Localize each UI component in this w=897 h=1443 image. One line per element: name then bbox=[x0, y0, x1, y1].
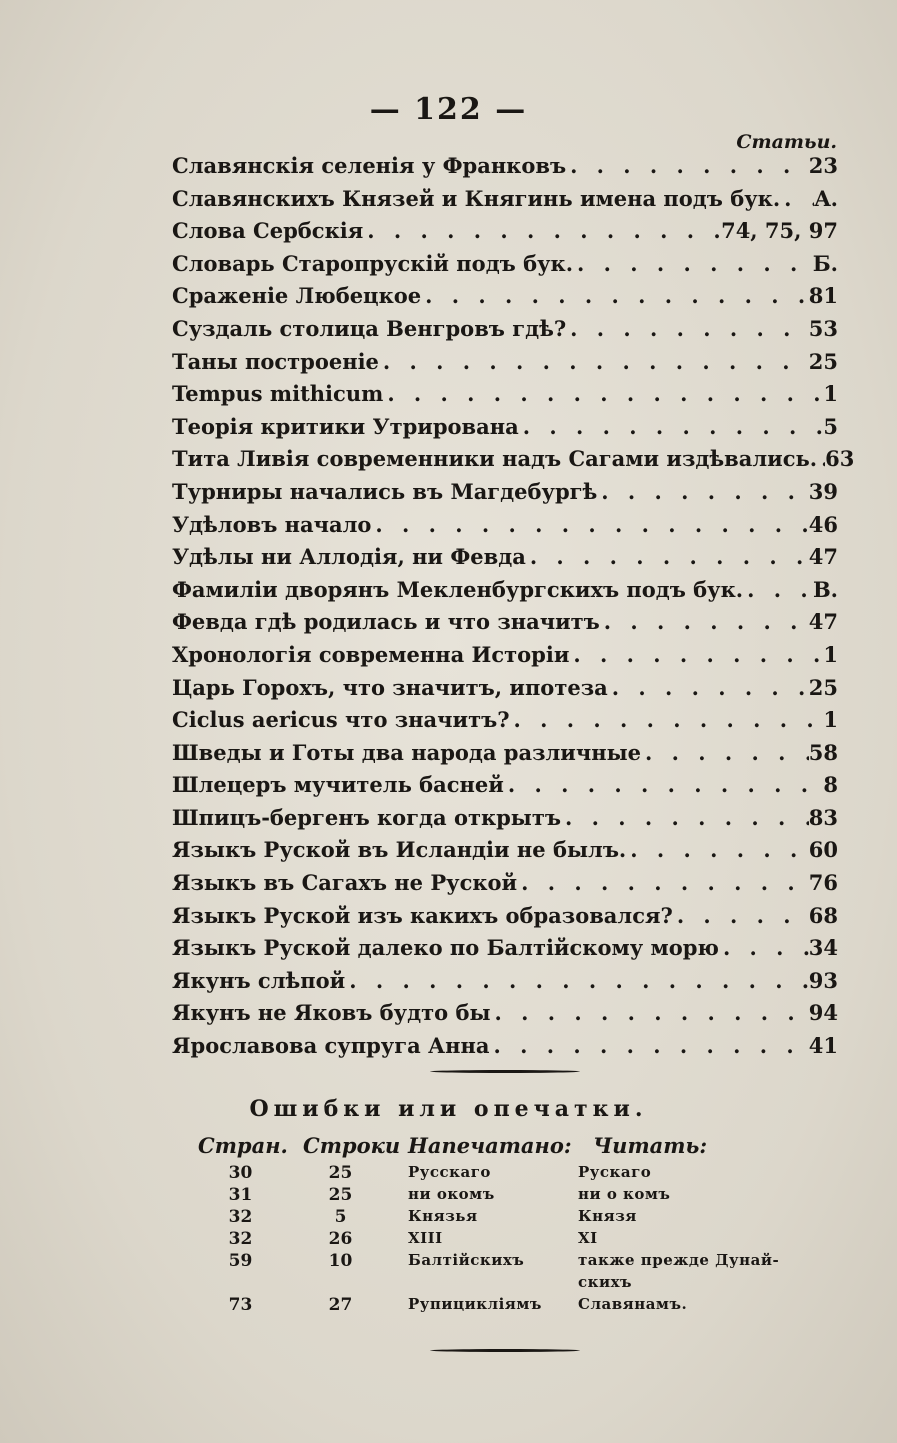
entry-ref: 5 bbox=[823, 413, 838, 439]
index-entry bbox=[172, 378, 838, 411]
divider-rule-bottom bbox=[430, 1349, 580, 1352]
entry-term: Суздаль столица Венгровъ гдѣ? bbox=[172, 315, 567, 341]
entry-ref: 94 bbox=[808, 1000, 838, 1026]
entry-term: Якунъ слѣпой bbox=[172, 967, 346, 993]
entry-ref: 53 bbox=[808, 315, 838, 341]
entry-ref: 83 bbox=[808, 804, 838, 830]
errata-row bbox=[198, 1185, 858, 1207]
index-entry bbox=[172, 183, 838, 216]
errata-page: 32 bbox=[228, 1207, 253, 1227]
entry-ref: 25 bbox=[808, 674, 838, 700]
index-list bbox=[172, 150, 855, 1063]
errata-line: 25 bbox=[328, 1163, 353, 1183]
leader-dots bbox=[569, 639, 823, 672]
leader-dots bbox=[491, 997, 809, 1030]
entry-term: Турниры начались въ Магдебургѣ bbox=[172, 478, 598, 504]
leader-dots bbox=[517, 867, 809, 900]
index-entry bbox=[172, 215, 838, 248]
entry-term: Ciclus aericus что значитъ? bbox=[172, 707, 510, 733]
entry-term: Царь Горохъ, что значитъ, ипотеза bbox=[172, 674, 608, 700]
index-entry bbox=[172, 476, 838, 509]
entry-term: Словарь Старопрускій подъ бук. bbox=[172, 250, 574, 276]
errata-read: Рускаго bbox=[578, 1163, 652, 1181]
entry-term: Шведы и Готы два народа различные bbox=[172, 739, 642, 765]
index-entry bbox=[172, 313, 838, 346]
entry-ref: 47 bbox=[808, 609, 838, 635]
header-page: Стран. bbox=[198, 1133, 288, 1158]
errata-read: также прежде Дунай- bbox=[578, 1251, 780, 1269]
entry-ref: 8 bbox=[823, 772, 838, 798]
entry-term: Славянскихъ Князей и Княгинь имена подъ бук. bbox=[172, 185, 781, 211]
entry-ref: 1 bbox=[823, 707, 838, 733]
entry-term: Якунъ не Яковъ будто бы bbox=[172, 1000, 491, 1026]
column-heading: Статьи. bbox=[736, 131, 837, 153]
entry-ref: 25 bbox=[808, 348, 838, 374]
errata-line: 25 bbox=[328, 1185, 353, 1205]
leader-dots bbox=[363, 215, 721, 248]
leader-dots bbox=[719, 932, 809, 965]
entry-term: Хронологія современна Исторіи bbox=[172, 641, 570, 667]
leader-dots bbox=[566, 150, 809, 183]
leader-dots bbox=[561, 802, 809, 835]
entry-term: Таны построеніе bbox=[172, 348, 379, 374]
header-printed: Напечатано: bbox=[408, 1133, 572, 1158]
index-entry bbox=[172, 574, 838, 607]
entry-ref: 68 bbox=[808, 902, 838, 928]
entry-term: Удѣловъ начало bbox=[172, 511, 372, 537]
divider-rule-top bbox=[430, 1070, 580, 1073]
leader-dots bbox=[371, 509, 808, 542]
index-entry bbox=[172, 346, 838, 379]
errata-read: XI bbox=[578, 1229, 598, 1247]
page-number: — 122 — bbox=[369, 92, 528, 127]
index-entry bbox=[172, 997, 838, 1030]
entry-term: Ярославова супруга Анна bbox=[172, 1033, 490, 1059]
index-entry bbox=[172, 150, 838, 183]
index-entry bbox=[172, 965, 838, 998]
entry-ref: 1 bbox=[823, 641, 838, 667]
entry-term: Февда гдѣ родилась и что значитъ bbox=[172, 609, 600, 635]
errata-read: Князя bbox=[578, 1207, 637, 1225]
errata-line: 10 bbox=[328, 1251, 353, 1271]
errata-read: ни о комъ bbox=[578, 1185, 671, 1203]
leader-dots bbox=[379, 346, 809, 379]
errata-printed: XIII bbox=[408, 1229, 443, 1247]
leader-dots bbox=[345, 965, 809, 998]
index-entry bbox=[172, 769, 838, 802]
errata-printed: Балтійскихъ bbox=[408, 1251, 525, 1269]
entry-term: Фамиліи дворянъ Мекленбургскихъ подъ бук. bbox=[172, 576, 744, 602]
errata-read: Славянамъ. bbox=[578, 1295, 688, 1313]
entry-ref: Б. bbox=[812, 250, 838, 276]
entry-ref: 23 bbox=[808, 153, 838, 178]
entry-ref: 41 bbox=[808, 1033, 838, 1059]
errata-page: 30 bbox=[228, 1163, 253, 1183]
errata-page: 73 bbox=[228, 1295, 253, 1315]
leader-dots bbox=[383, 378, 823, 411]
entry-ref: 63 bbox=[825, 446, 855, 472]
entry-term: Слова Сербскія bbox=[172, 218, 364, 244]
entry-term: Языкъ въ Сагахъ не Руской bbox=[172, 870, 518, 896]
entry-ref: 46 bbox=[808, 511, 838, 537]
errata-printed: Рупицикліямъ bbox=[408, 1295, 542, 1313]
errata-page: 32 bbox=[228, 1229, 253, 1249]
leader-dots bbox=[526, 541, 809, 574]
errata-table bbox=[198, 1133, 858, 1317]
index-entry bbox=[172, 541, 838, 574]
index-entry bbox=[172, 1030, 838, 1063]
leader-dots bbox=[673, 900, 809, 933]
entry-term: Языкъ Руской изъ какихъ образовался? bbox=[172, 902, 673, 928]
entry-ref: B. bbox=[812, 576, 838, 602]
entry-term: Языкъ Руской въ Исландіи не былъ. bbox=[172, 837, 627, 863]
errata-row bbox=[198, 1251, 858, 1273]
header-line: Строки bbox=[303, 1133, 401, 1158]
entry-term: Шлецеръ мучитель басней bbox=[172, 772, 504, 798]
index-entry bbox=[172, 900, 838, 933]
entry-term: Удѣлы ни Аллодія, ни Февда bbox=[172, 544, 526, 570]
entry-term: Tempus mithicum bbox=[172, 381, 384, 407]
index-entry bbox=[172, 834, 838, 867]
leader-dots bbox=[489, 1030, 808, 1063]
errata-line: 26 bbox=[328, 1229, 353, 1249]
leader-dots bbox=[743, 574, 813, 607]
entry-ref: 93 bbox=[808, 967, 838, 993]
index-entry bbox=[172, 443, 855, 476]
leader-dots bbox=[626, 834, 809, 867]
errata-printed: ни окомъ bbox=[408, 1185, 495, 1203]
errata-line: 5 bbox=[334, 1207, 347, 1227]
leader-dots bbox=[817, 443, 825, 476]
index-entry bbox=[172, 280, 838, 313]
entry-ref: 74, 75, 97 bbox=[721, 218, 838, 244]
index-entry bbox=[172, 867, 838, 900]
entry-term: Тита Ливія современники надъ Сагами издѣвались. bbox=[172, 446, 818, 472]
errata-line: 27 bbox=[328, 1295, 353, 1315]
errata-row bbox=[198, 1163, 858, 1185]
errata-row-continuation bbox=[198, 1273, 858, 1295]
header-read: Читать: bbox=[593, 1133, 708, 1158]
errata-page: 31 bbox=[228, 1185, 253, 1205]
entry-term: Теорія критики Утрирована bbox=[172, 413, 519, 439]
leader-dots bbox=[519, 411, 824, 444]
errata-title: Ошибки или опечатки. bbox=[249, 1096, 648, 1122]
leader-dots bbox=[597, 476, 808, 509]
entry-ref: A. bbox=[814, 185, 838, 211]
entry-ref: 47 bbox=[808, 544, 838, 570]
entry-term: Шпицъ-бергенъ когда открытъ bbox=[172, 804, 561, 830]
leader-dots bbox=[510, 704, 824, 737]
index-entry bbox=[172, 606, 838, 639]
errata-printed: Русскаго bbox=[408, 1163, 491, 1181]
entry-ref: 81 bbox=[808, 283, 838, 309]
index-entry bbox=[172, 672, 838, 705]
leader-dots bbox=[780, 183, 814, 216]
index-entry bbox=[172, 509, 838, 542]
leader-dots bbox=[566, 313, 809, 346]
entry-term: Языкъ Руской далеко по Балтійскому морю bbox=[172, 935, 719, 961]
index-entry bbox=[172, 411, 838, 444]
leader-dots bbox=[608, 672, 809, 705]
entry-ref: 60 bbox=[808, 837, 838, 863]
entry-ref: 1 bbox=[823, 381, 838, 407]
index-entry bbox=[172, 802, 838, 835]
leader-dots bbox=[421, 280, 809, 313]
index-entry bbox=[172, 737, 838, 770]
leader-dots bbox=[600, 606, 809, 639]
entry-ref: 34 bbox=[808, 935, 838, 961]
errata-header-row bbox=[198, 1133, 858, 1163]
entry-term: Сраженіе Любецкое bbox=[172, 283, 422, 309]
entry-ref: 39 bbox=[808, 478, 838, 504]
entry-ref: 76 bbox=[808, 870, 838, 896]
index-entry bbox=[172, 704, 838, 737]
errata-read: скихъ bbox=[578, 1273, 633, 1291]
errata-printed: Князья bbox=[408, 1207, 478, 1225]
index-entry bbox=[172, 639, 838, 672]
entry-ref: 58 bbox=[808, 739, 838, 765]
leader-dots bbox=[641, 737, 809, 770]
errata-row bbox=[198, 1207, 858, 1229]
errata-row bbox=[198, 1295, 858, 1317]
entry-term: Славянскія селенія у Франковъ bbox=[172, 153, 567, 178]
leader-dots bbox=[573, 248, 813, 281]
errata-row bbox=[198, 1229, 858, 1251]
errata-page: 59 bbox=[228, 1251, 253, 1271]
index-entry bbox=[172, 932, 838, 965]
index-entry bbox=[172, 248, 838, 281]
leader-dots bbox=[504, 769, 824, 802]
